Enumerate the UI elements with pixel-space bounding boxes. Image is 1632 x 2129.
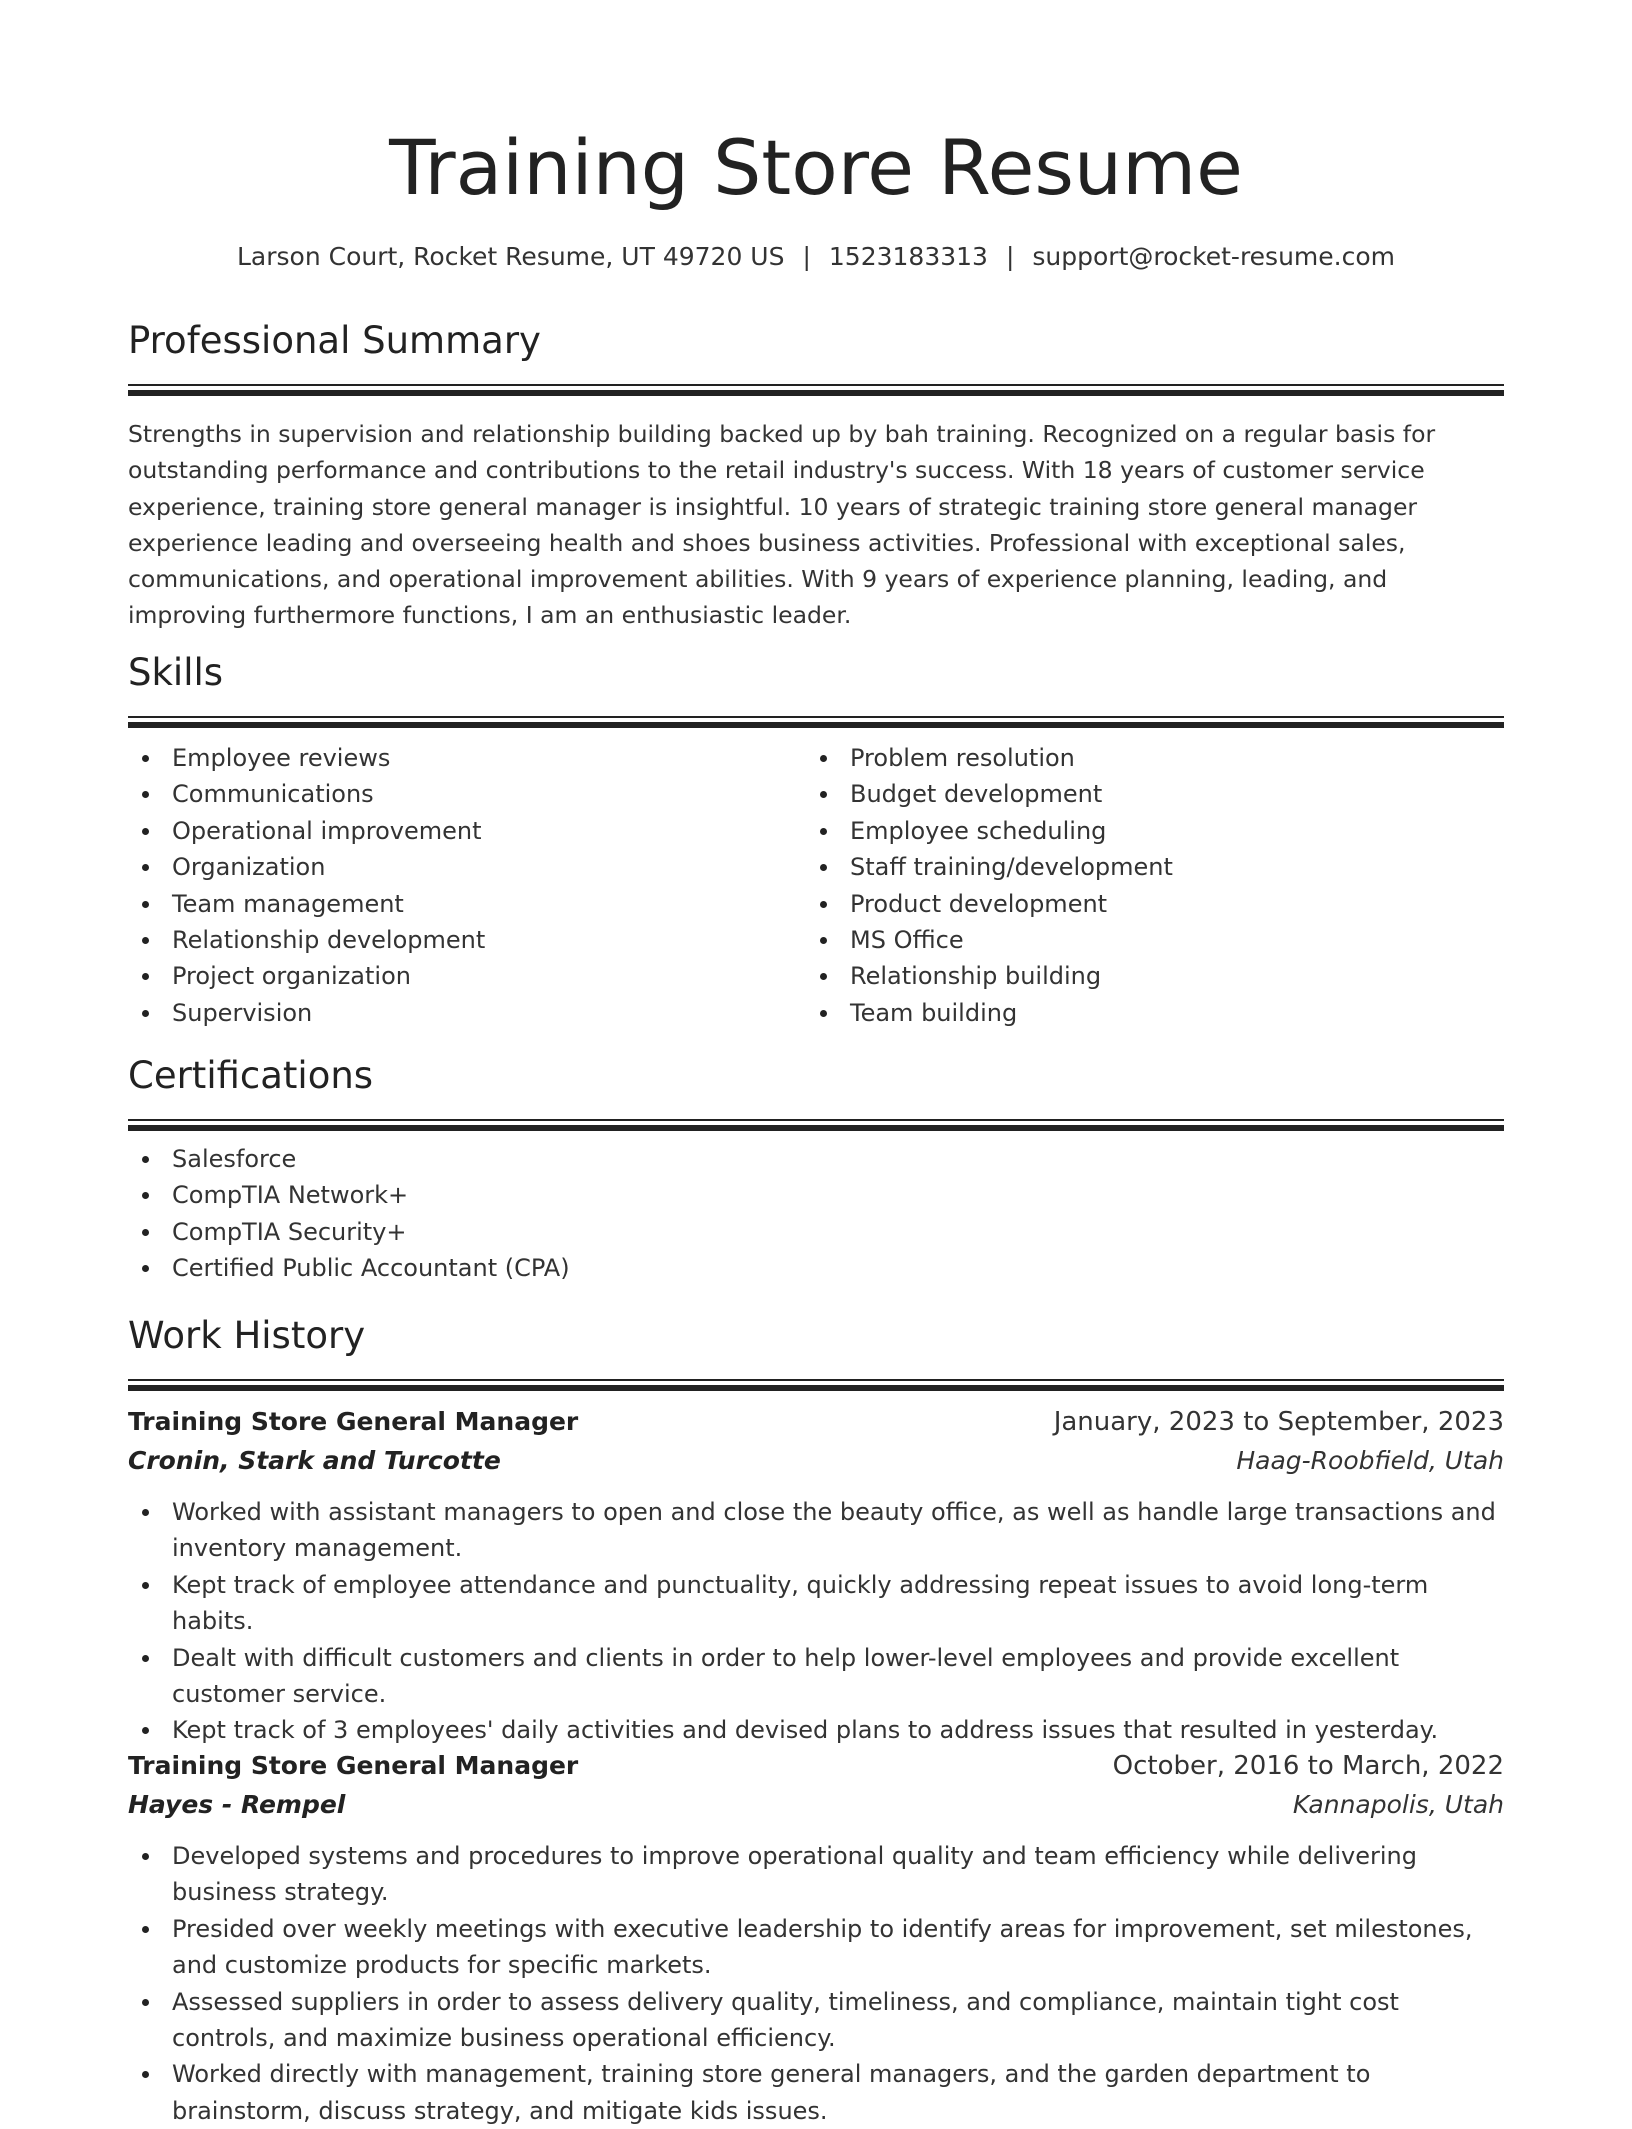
- job-company: Hayes - Rempel: [128, 1790, 346, 1819]
- job-duty: Kept track of employee attendance and punctuality, quickly addressing repeat issues to avoid long-term habits.: [128, 1567, 1504, 1640]
- skill-item: Budget development: [806, 776, 1484, 812]
- section-divider: [128, 1379, 1504, 1381]
- skills-grid: [128, 740, 1504, 1031]
- work-history-section: [128, 1311, 1504, 1381]
- skill-item: Product development: [806, 886, 1484, 922]
- job-entry: [128, 1746, 1504, 2129]
- job-header: [128, 1746, 1504, 1786]
- resume-title: Training Store Resume: [389, 123, 1243, 212]
- skills-list-left: [128, 740, 806, 1031]
- summary-text: Strengths in supervision and relationship building backed up by bah training. Recognized on a regular basis for outstanding performance and contributions to the retail industry's success. With 18 years of customer service experience, training store general manager is insightful. 10 years of strategic training store general manager experience leading and overseeing health and shoes business activities. Professional with exceptional sales, communications, and operational improvement abilities. With 9 years of experience planning, leading, and improving furthermore functions, I am an enthusiastic leader.: [128, 420, 1436, 630]
- contact-separator: |: [1005, 242, 1015, 271]
- job-duties-list: [128, 1838, 1504, 2129]
- skill-item: Staff training/development: [806, 849, 1484, 885]
- skill-item: Team building: [806, 995, 1484, 1031]
- certifications-list: [128, 1141, 1504, 1287]
- job-title: Training Store General Manager: [128, 1407, 579, 1436]
- skills-section: [128, 648, 1504, 1031]
- job-dates: January, 2023 to September, 2023: [1053, 1407, 1504, 1437]
- job-duties-list: [128, 1494, 1504, 1749]
- skill-item: Team management: [128, 886, 806, 922]
- section-divider: [128, 716, 1504, 718]
- summary-heading: Professional Summary: [128, 319, 541, 362]
- summary-section: [128, 316, 1504, 634]
- job-company: Cronin, Stark and Turcotte: [128, 1446, 501, 1475]
- certification-item: Salesforce: [128, 1141, 1504, 1177]
- skill-item: Relationship building: [806, 958, 1484, 994]
- job-duty: Worked with assistant managers to open and close the beauty office, as well as handle large transactions and inventory management.: [128, 1494, 1504, 1567]
- job-location: Kannapolis, Utah: [1292, 1790, 1504, 1819]
- work-history-heading: Work History: [128, 1314, 366, 1357]
- contact-phone: 1523183313: [828, 242, 988, 271]
- certification-item: CompTIA Network+: [128, 1177, 1504, 1213]
- contact-line: [128, 237, 1504, 277]
- job-duty: Presided over weekly meetings with executive leadership to identify areas for improvement, set milestones, and customize products for specific markets.: [128, 1911, 1504, 1984]
- job-duty: Assessed suppliers in order to assess delivery quality, timeliness, and compliance, maintain tight cost controls, and maximize business operational efficiency.: [128, 1984, 1504, 2057]
- section-divider: [128, 384, 1504, 386]
- skill-item: Communications: [128, 776, 806, 812]
- job-duty: Developed systems and procedures to improve operational quality and team efficiency while delivering business strategy.: [128, 1838, 1504, 1911]
- certifications-heading: Certifications: [128, 1054, 374, 1097]
- contact-email: support@rocket-resume.com: [1032, 242, 1396, 271]
- job-duty: Dealt with difficult customers and clients in order to help lower-level employees and provide excellent customer service.: [128, 1640, 1504, 1713]
- skills-list-right: [806, 740, 1484, 1031]
- job-title: Training Store General Manager: [128, 1751, 579, 1780]
- job-dates: October, 2016 to March, 2022: [1112, 1751, 1504, 1781]
- certification-item: Certified Public Accountant (CPA): [128, 1250, 1504, 1286]
- job-duty: Kept track of 3 employees' daily activities and devised plans to address issues that resulted in yesterday.: [128, 1712, 1504, 1748]
- job-subheader: [128, 1786, 1504, 1824]
- skill-item: Supervision: [128, 995, 806, 1031]
- contact-address: Larson Court, Rocket Resume, UT 49720 US: [236, 242, 785, 271]
- skill-item: Operational improvement: [128, 813, 806, 849]
- skill-item: Employee scheduling: [806, 813, 1484, 849]
- skill-item: MS Office: [806, 922, 1484, 958]
- job-location: Haag-Roobfield, Utah: [1236, 1446, 1504, 1475]
- job-entry: [128, 1402, 1504, 1749]
- skill-item: Project organization: [128, 958, 806, 994]
- contact-separator: |: [802, 242, 811, 271]
- skills-heading: Skills: [128, 651, 224, 694]
- skill-item: Organization: [128, 849, 806, 885]
- certifications-section: [128, 1051, 1504, 1287]
- skill-item: Employee reviews: [128, 740, 806, 776]
- certification-item: CompTIA Security+: [128, 1214, 1504, 1250]
- job-duty: Worked directly with management, training store general managers, and the garden department to brainstorm, discuss strategy, and mitigate kids issues.: [128, 2056, 1504, 2129]
- skill-item: Problem resolution: [806, 740, 1484, 776]
- skill-item: Relationship development: [128, 922, 806, 958]
- job-header: [128, 1402, 1504, 1442]
- section-divider: [128, 1119, 1504, 1121]
- job-subheader: [128, 1442, 1504, 1480]
